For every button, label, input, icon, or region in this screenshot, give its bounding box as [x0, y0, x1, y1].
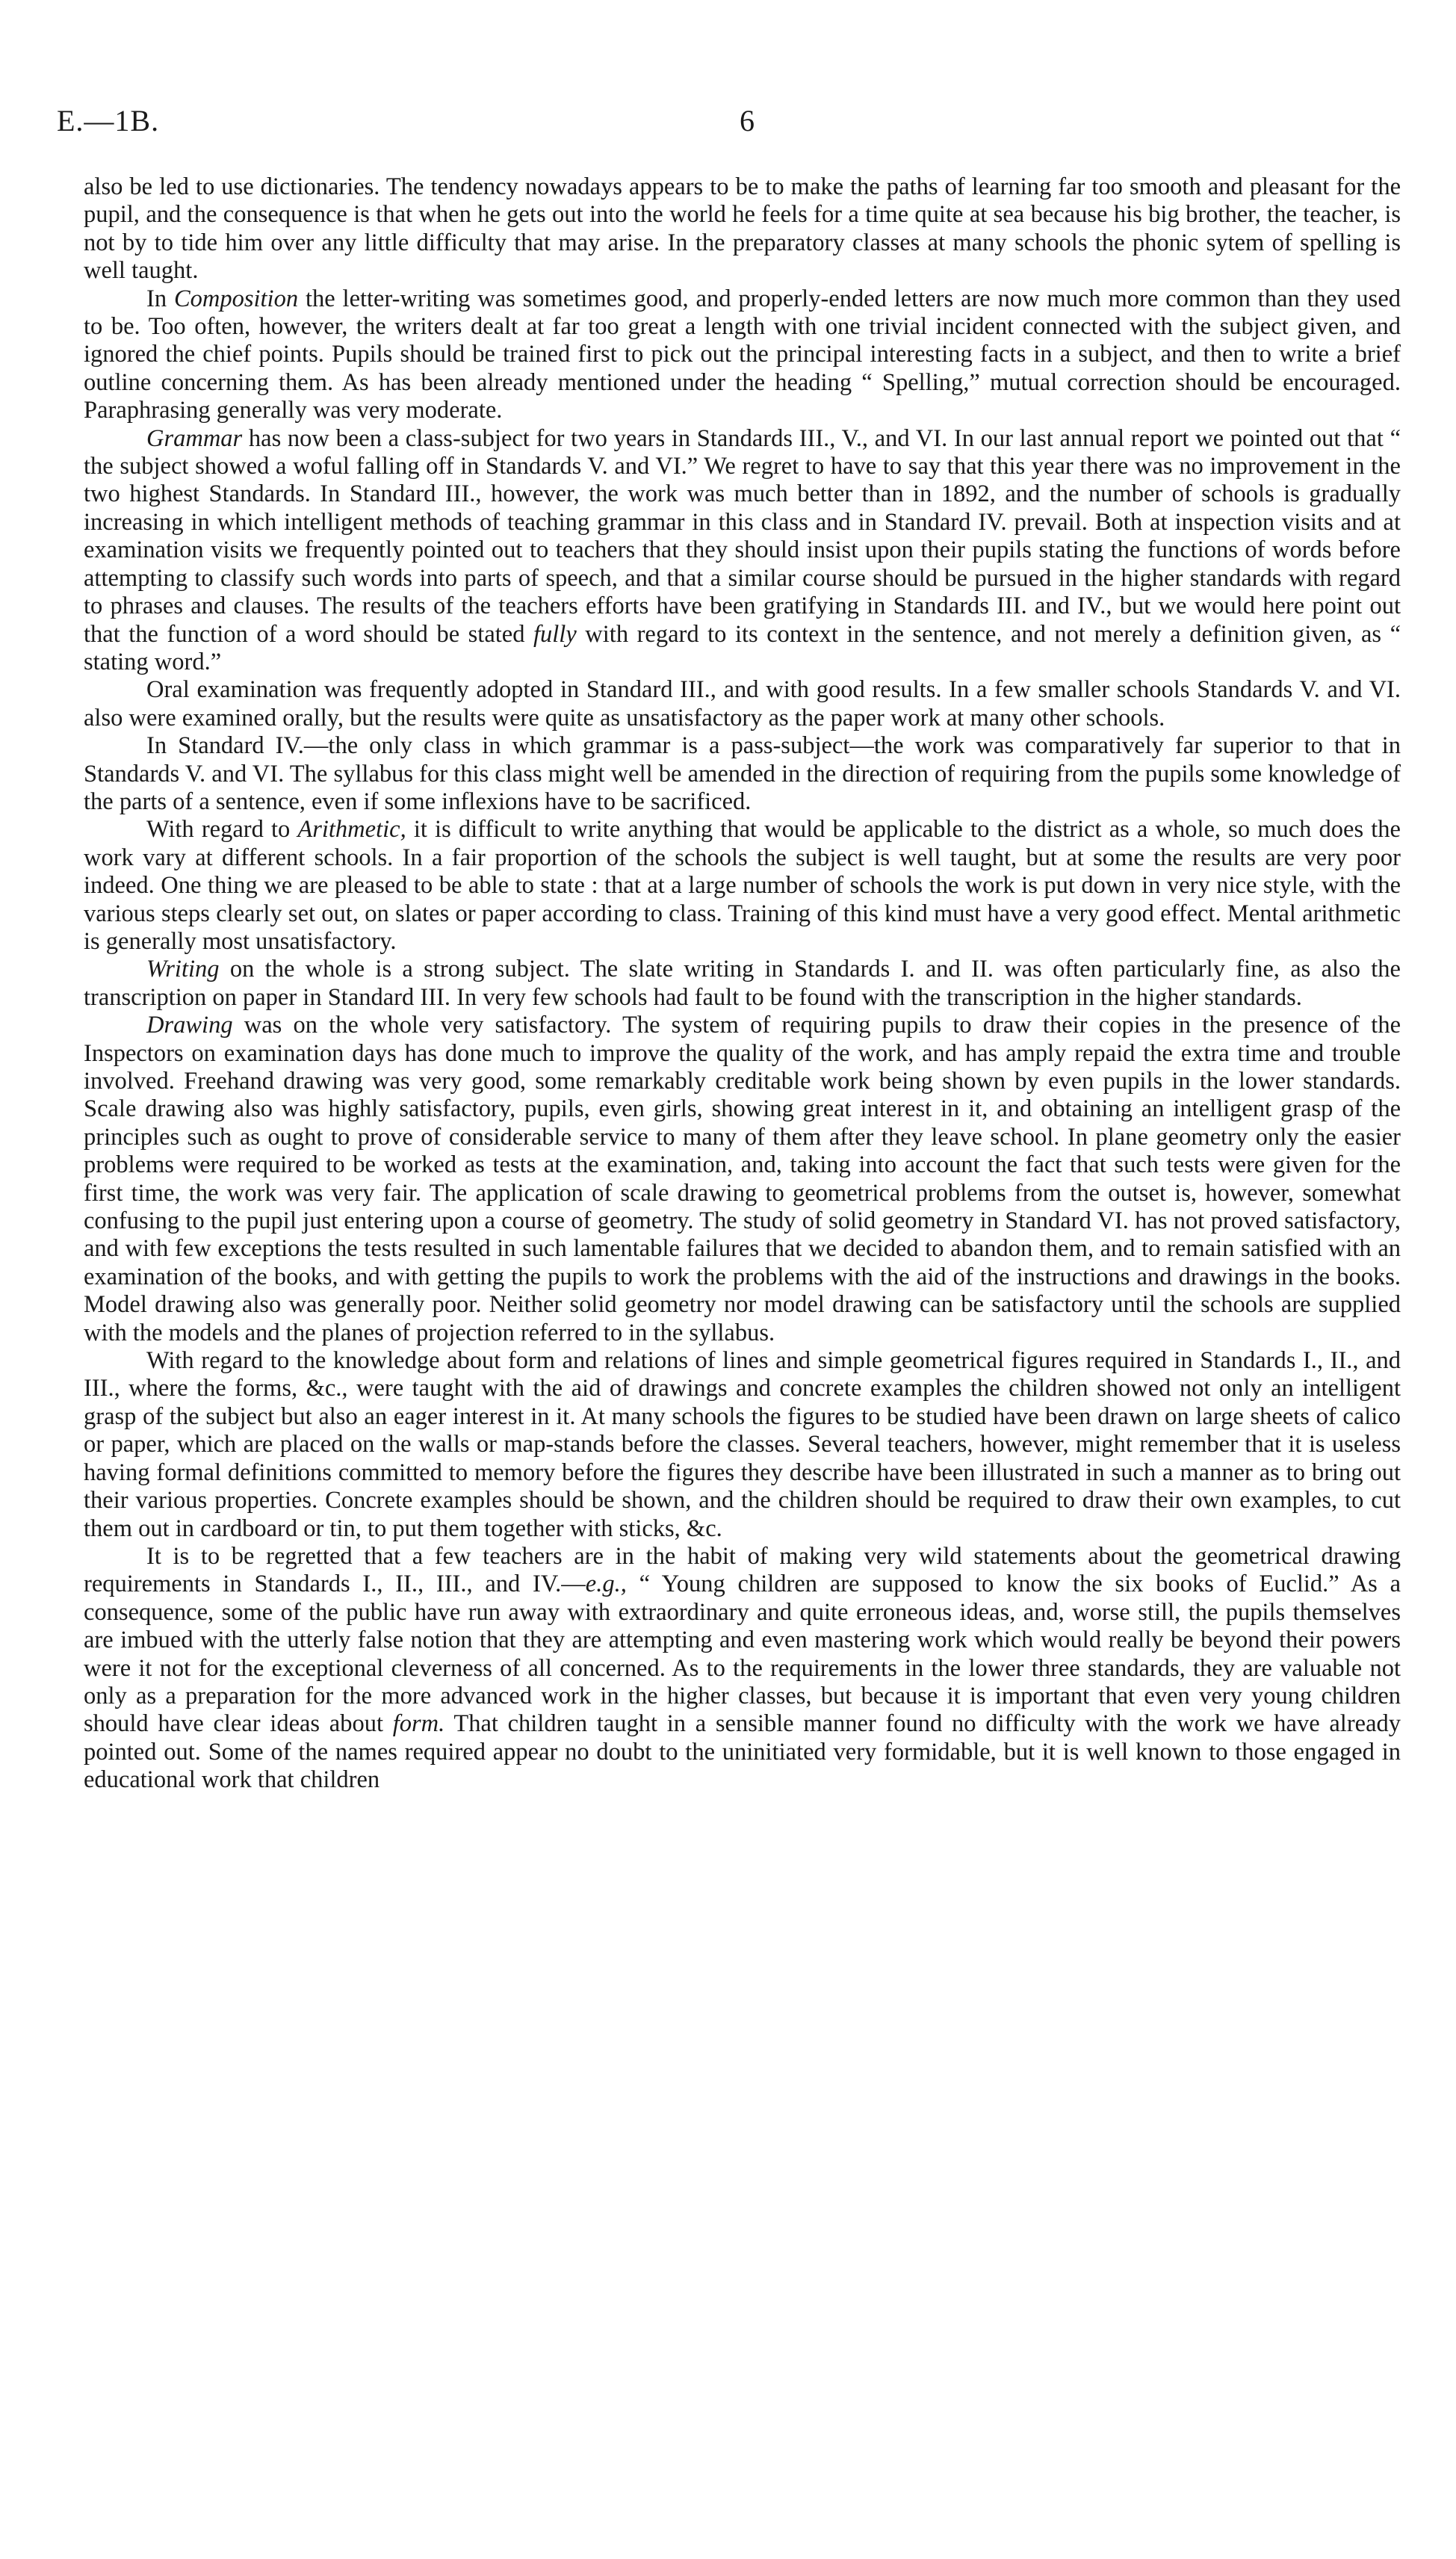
page-header: [57, 103, 1416, 148]
paragraph-grammar: Grammar has now been a class-subject for two years in Standards III., V., and VI. In our last annual report we pointed out that “ the subject showed a woful falling off in Standards V. and VI.” We regret to have to say that this year there was no improvement in the two highest Standards. In Standard III., however, the work was much better than in 1892, and the number of schools is gradually increasing in which intelligent methods of teaching grammar in this class and in Standard IV. prevail. Both at inspection visits and at examination visits we frequently pointed out to teachers that they should insist upon their pupils stating the functions of words before attempting to classify such words into parts of speech, and that a similar course should be pursued in the higher standards with regard to phrases and clauses. The results of the teachers efforts have been gratifying in Standards III. and IV., but we would here point out that the function of a word should be stated fully with regard to its context in the sentence, and not merely a definition given, as “ stating word.”: [84, 424, 1401, 675]
subject-heading-composition: Composition: [173, 285, 299, 312]
subject-heading-arithmetic: Arithmetic,: [297, 816, 406, 844]
emphasis-eg: e.g.,: [585, 1571, 627, 1598]
paragraph-geometrical-requirements: It is to be regretted that a few teachers are in the habit of making very wild statements about the geometrical drawing requirements in Standards I., II., III., and IV.—e.g., “ Young children are supposed to know the six books of Euclid.” As a consequence, some of the public have run away with extraordinary and quite erroneous ideas, and, worse still, the pupils themselves are imbued with the utterly false notion that they are attempting and even mastering work which would really be beyond their powers were it not for the exceptional cleverness of all concerned. As to the requirements in the lower three standards, they are valuable not only as a preparation for the more advanced work in the higher classes, but because it is important that even very young children should have clear ideas about form. That children taught in a sensible manner found no difficulty with the work we have already pointed out. Some of the names required appear no doubt to the uninitiated very formidable, but it is well known to those engaged in educational work that children: [84, 1542, 1401, 1794]
body-text: [84, 173, 1401, 1795]
emphasis-fully: fully: [533, 620, 577, 648]
paragraph-arithmetic: With regard to Arithmetic, it is difficult to write anything that would be applicable to the district as a whole, so much does the work vary at different schools. In a fair proportion of the schools the subject is well taught, but at some the results are very poor indeed. One thing we are pleased to be able to state : that at a large number of schools the work is put down in very nice style, with the various steps clearly set out, on slates or paper according to class. Training of this kind must have a very good effect. Mental arithmetic is generally most unsatisfactory.: [84, 816, 1401, 955]
paragraph-oral-examination: Oral examination was frequently adopted in Standard III., and with good results. In a few smaller schools Standards V. and VI. also were examined orally, but the results were quite as unsatisfactory as the paper work at many other schools.: [84, 676, 1401, 731]
subject-heading-writing: Writing: [146, 956, 220, 983]
paragraph-standard-iv: In Standard IV.—the only class in which grammar is a pass-subject—the work was comparatively far superior to that in Standards V. and VI. The syllabus for this class might well be amended in the direction of requiring from the pupils some knowledge of the parts of a sentence, even if some inflexions have to be sacrificed.: [84, 732, 1401, 815]
paragraph-composition: In Composition the letter-writing was sometimes good, and properly-ended letters are now much more common than they used to be. Too often, however, the writers dealt at far too great a length with one trivial incident connected with the subject given, and ignored the chief points. Pupils should be trained first to pick out the principal interesting facts in a subject, and then to write a brief outline concerning them. As has been already mentioned under the heading “ Spelling,” mutual correction should be encouraged. Paraphrasing generally was very moderate.: [84, 285, 1401, 424]
document-reference: E.—1B.: [57, 104, 160, 137]
paragraph-form-and-lines: With regard to the knowledge about form and relations of lines and simple geometrical figures required in Standards I., II., and III., where the forms, &c., were taught with the aid of drawings and concrete examples the children showed not only an intelligent grasp of the subject but also an eager interest in it. At many schools the figures to be studied have been drawn on large sheets of calico or paper, which are placed on the walls or map-stands before the classes. Several teachers, however, might remember that it is useless having formal definitions committed to memory before the figures they describe have been illustrated in such a manner as to bring out their various properties. Concrete examples should be shown, and the children should be required to draw their own examples, to cut them out in cardboard or tin, to put them together with sticks, &c.: [84, 1347, 1401, 1542]
paragraph-dictionaries: also be led to use dictionaries. The tendency nowadays appears to be to make the paths of learning far too smooth and pleasant for the pupil, and the consequence is that when he gets out into the world he feels for a time quite at sea because his big brother, the teacher, is not by to tide him over any little difficulty that may arise. In the preparatory classes at many schools the phonic sytem of spelling is well taught.: [84, 173, 1401, 285]
page-number: 6: [740, 104, 755, 137]
paragraph-writing: Writing on the whole is a strong subject. The slate writing in Standards I. and II. was often particularly fine, as also the transcription on paper in Standard III. In very few schools had fault to be found with the transcription in the higher standards.: [84, 956, 1401, 1011]
emphasis-form: form.: [392, 1710, 445, 1738]
subject-heading-grammar: Grammar: [146, 424, 243, 452]
subject-heading-drawing: Drawing: [146, 1012, 233, 1039]
paragraph-drawing: Drawing was on the whole very satisfactory. The system of requiring pupils to draw their copies in the presence of the Inspectors on examination days has done much to improve the quality of the work, and has amply repaid the extra time and trouble involved. Freehand drawing was very good, some remarkably creditable work being shown by even pupils in the lower standards. Scale drawing also was highly satisfactory, pupils, even girls, showing great interest in it, and obtaining an intelligent grasp of the principles such as ought to prove of considerable service to many of them after they leave school. In plane geometry only the easier problems were required to be worked as tests at the examination, and, taking into account the fact that such tests were given for the first time, the work was very fair. The application of scale drawing to geometrical problems from the outset is, however, somewhat confusing to the pupil just entering upon a course of geometry. The study of solid geometry in Standard VI. has not proved satisfactory, and with few exceptions the tests resulted in such lamentable failures that we decided to abandon them, and to remain satisfied with an examination of the books, and with getting the pupils to work the problems with the aid of the instructions and drawings in the books. Model drawing also was generally poor. Neither solid geometry nor model drawing can be satisfactory until the schools are supplied with the models and the planes of projection referred to in the syllabus.: [84, 1012, 1401, 1346]
